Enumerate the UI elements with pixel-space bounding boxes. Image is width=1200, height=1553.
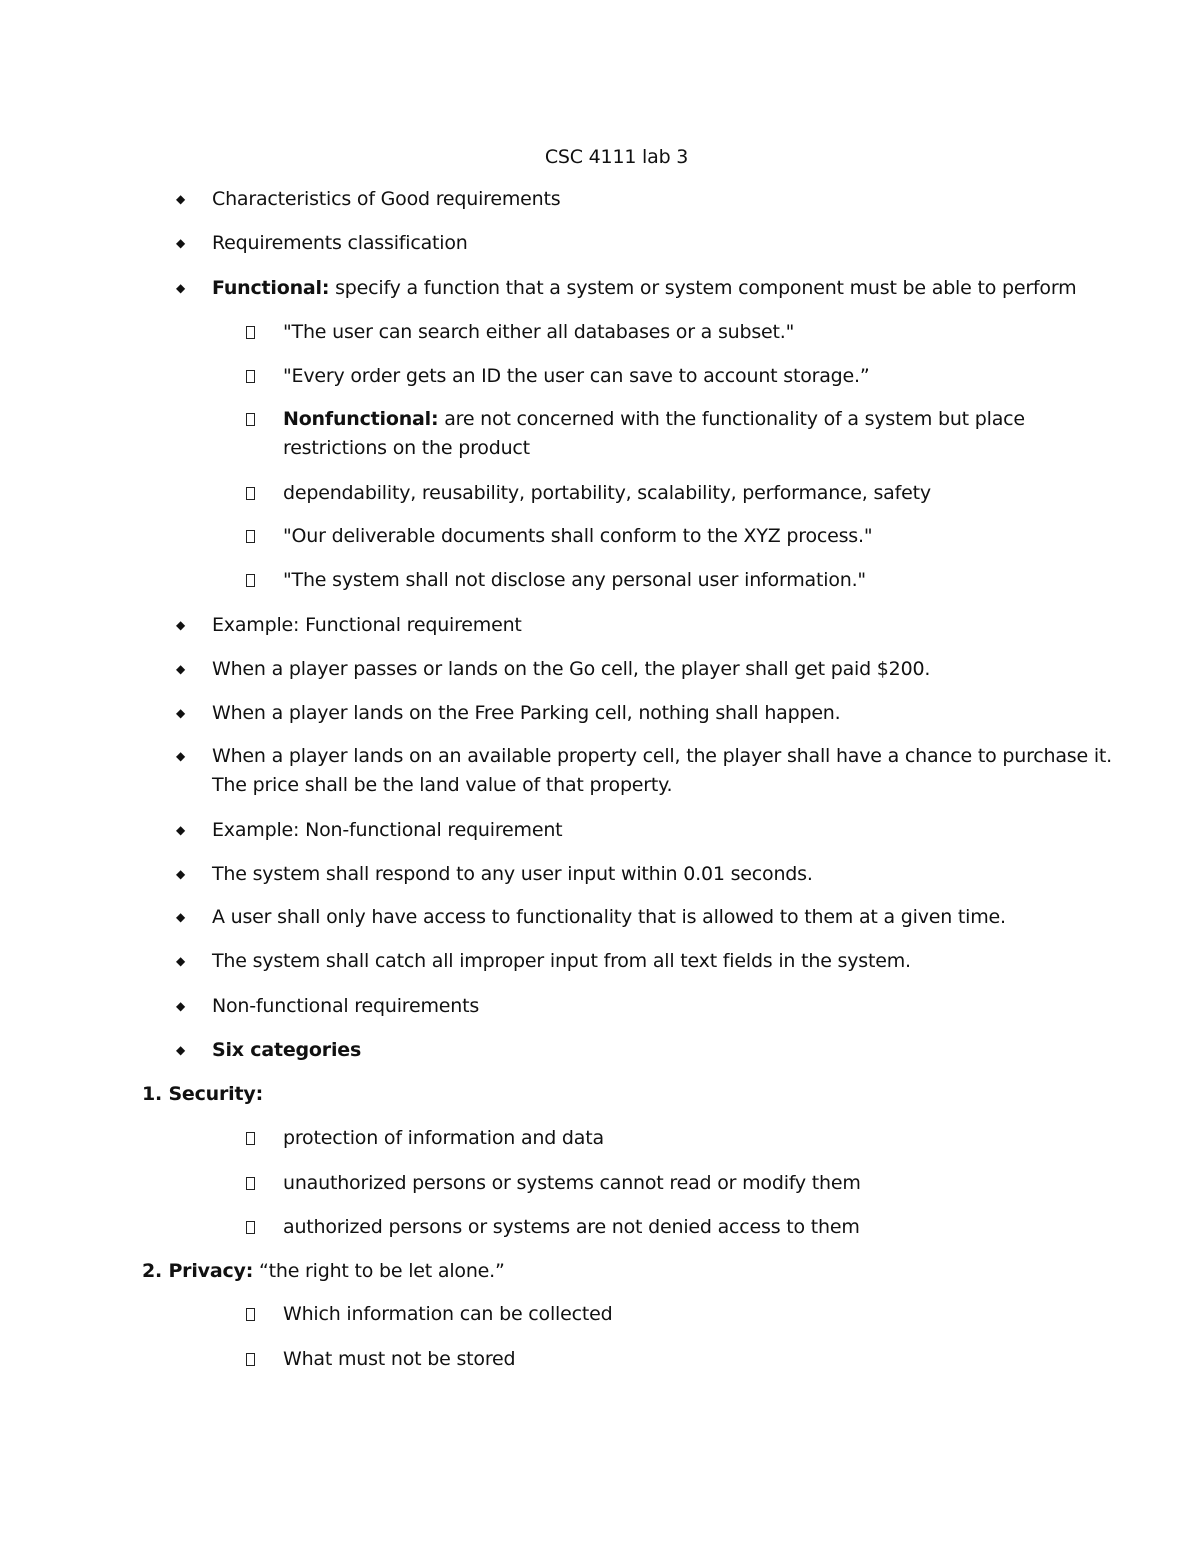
bullet-icon: ◆ xyxy=(176,236,186,250)
functional-label: Functional: xyxy=(212,277,330,299)
bullet-icon: ◆ xyxy=(176,662,186,676)
document-title: CSC 4111 lab 3 xyxy=(544,146,689,168)
box-bullet-icon xyxy=(246,405,255,434)
box-bullet-icon xyxy=(246,1124,255,1153)
box-bullet-icon xyxy=(246,362,255,391)
bullet-icon: ◆ xyxy=(176,1043,186,1057)
box-bullet-icon xyxy=(246,566,255,595)
bullet-icon: ◆ xyxy=(176,749,186,763)
bullet-icon: ◆ xyxy=(176,706,186,720)
bullet-icon: ◆ xyxy=(176,910,186,924)
box-bullet-icon xyxy=(246,1213,255,1242)
document-page: CSC 4111 lab 3 ◆ Characteristics of Good requirements ◆ Requirements classification ◆ Functional: specify a function that a system or system component must be able to perform "The user can search either all databases or a subset." "Every order gets an ID the user can save to account storage.” Nonfunctional: are not concerned with the functionality of a system but place restrictions on the product dependability, reusability, portability, scalability, performance, safety "Our deliverable documents shall conform to the XYZ process." "The system shall not disclose any personal user information." ◆ Example: Functional requirement ◆ When a player passes or lands on the Go cell, the player shall get paid $200. ◆ When a player lands on the Free Parking cell, nothing shall happen. ◆ When a player lands on an available property cell, the player shall have a chance to purchase it. The price shall be the land value of that property. ◆ Example: Non-functional requirement ◆ The system shall respond to any user input within 0.01 seconds. ◆ A user shall only have access to functionality that is allowed to them at a given time. ◆ The system shall catch all improper input from all text fields in the system. ◆ Non-functional requirements ◆ Six categories 1. Security: protection of information and data unauthorized persons or systems cannot read or modify them authorized persons or systems are not denied access to them 2. Privacy: “the right to be let alone.” Which information can be collected What must not be stored xyxy=(0,0,1200,1553)
six-categories-label: Six categories xyxy=(212,1039,362,1061)
box-bullet-icon xyxy=(246,1169,255,1198)
bullet-icon: ◆ xyxy=(176,618,186,632)
nonfunctional-label: Nonfunctional: xyxy=(283,408,439,430)
box-bullet-icon xyxy=(246,318,255,347)
box-bullet-icon xyxy=(246,479,255,508)
box-bullet-icon xyxy=(246,522,255,551)
box-bullet-icon xyxy=(246,1345,255,1374)
box-bullet-icon xyxy=(246,1300,255,1329)
bullet-icon: ◆ xyxy=(176,192,186,206)
bullet-icon: ◆ xyxy=(176,823,186,837)
bullet-icon: ◆ xyxy=(176,867,186,881)
bullet-icon: ◆ xyxy=(176,954,186,968)
bullet-icon: ◆ xyxy=(176,281,186,295)
bullet-icon: ◆ xyxy=(176,999,186,1013)
